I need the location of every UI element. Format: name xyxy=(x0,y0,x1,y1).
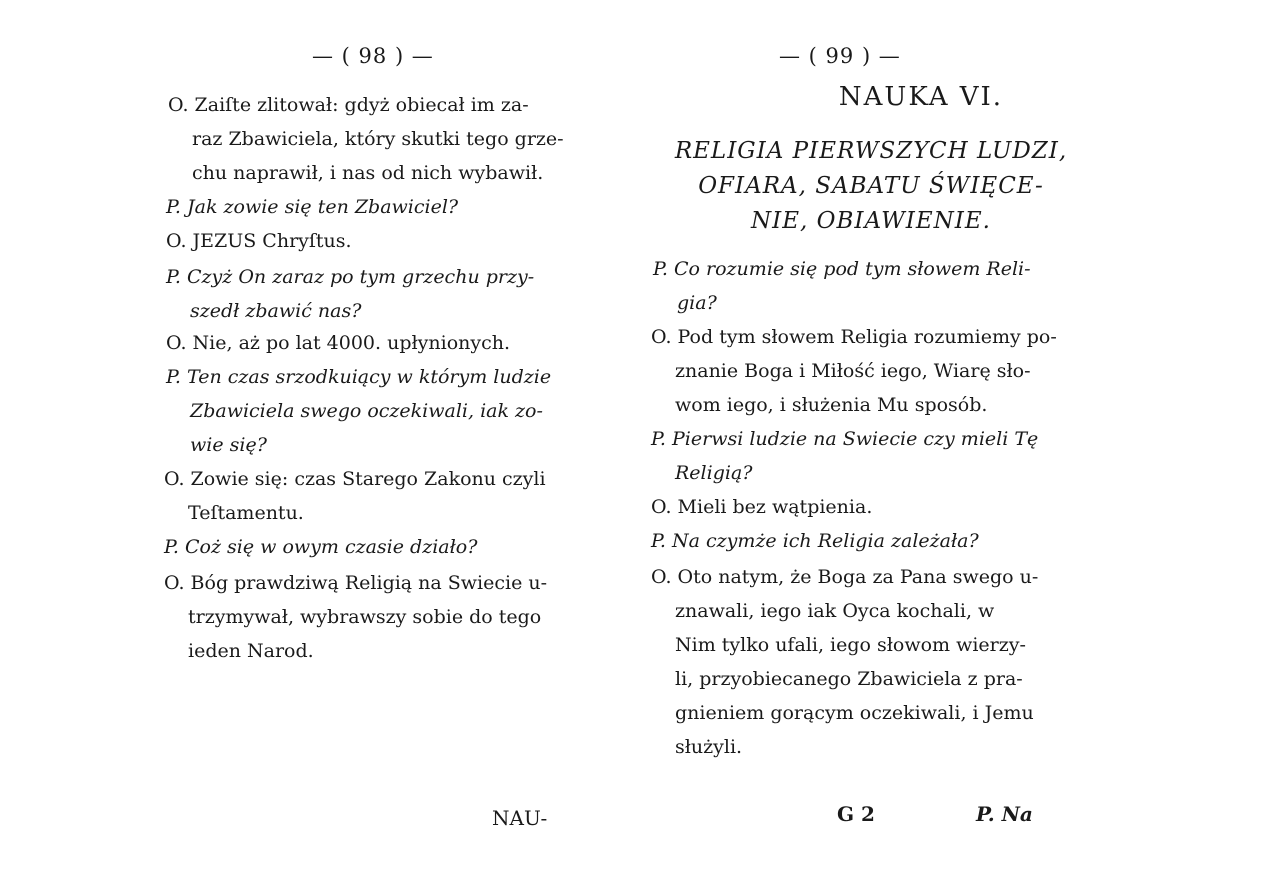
lesson-title: RELIGIA PIERWSZYCH LUDZI, OFIARA, SABATU ŚWIĘCE- NIE, OBIAWIENIE. xyxy=(674,138,1068,234)
lesson-heading: NAUKA VI. xyxy=(838,82,1004,112)
question-paragraph: P. Jak zowie się ten Zbawiciel? xyxy=(166,196,459,218)
page-number-98: — ( 98 ) — xyxy=(312,44,434,68)
question-paragraph: P. Czyż On zaraz po tym grzechu przy- szedł zbawić nas? xyxy=(166,266,535,322)
left-page xyxy=(0,0,631,893)
answer-paragraph: O. Mieli bez wątpienia. xyxy=(651,496,873,518)
question-paragraph: P. Ten czas srzodkuiący w którym ludzie Zbawiciela swego oczekiwali, iak zo- wie się? xyxy=(166,366,552,456)
answer-paragraph: O. Oto natym, że Boga za Pana swego u- znawali, iego iak Oyca kochali, w Nim tylko ufali, iego słowom wierzy- li, przyobiecanego Zbawiciela z pra- gnieniem gorącym oczekiwali, i Jemu służyli. xyxy=(651,566,1039,758)
question-paragraph: P. Coż się w owym czasie działo? xyxy=(164,536,478,558)
question-paragraph: P. Na czymże ich Religia zależała? xyxy=(651,530,979,552)
answer-paragraph: O. Pod tym słowem Religia rozumiemy po- znanie Boga i Miłość iego, Wiarę sło- wom iego, i służenia Mu sposób. xyxy=(651,326,1057,416)
question-paragraph: P. Co rozumie się pod tym słowem Reli- gia? xyxy=(653,258,1031,314)
question-paragraph: P. Pierwsi ludzie na Swiecie czy mieli Tę Religią? xyxy=(651,428,1039,484)
page-number-99: — ( 99 ) — xyxy=(779,44,901,68)
answer-paragraph: O. Zaiſte zlitował: gdyż obiecał im za- raz Zbawiciela, który skutki tego grze- chu naprawił, i nas od nich wybawił. xyxy=(168,94,564,184)
answer-paragraph: O. Bóg prawdziwą Religią na Swiecie u- trzymywał, wybrawszy sobie do tego ieden Narod. xyxy=(164,572,548,662)
signature-mark: G 2 xyxy=(837,802,875,826)
answer-paragraph: O. Zowie się: czas Starego Zakonu czyli Teſtamentu. xyxy=(164,468,546,524)
right-page xyxy=(631,0,1263,893)
catchword: P. Na xyxy=(976,802,1033,826)
catchword: NAU- xyxy=(492,806,548,830)
answer-paragraph: O. Nie, aż po lat 4000. upłynionych. xyxy=(166,332,511,354)
answer-paragraph: O. JEZUS Chryſtus. xyxy=(166,230,352,252)
